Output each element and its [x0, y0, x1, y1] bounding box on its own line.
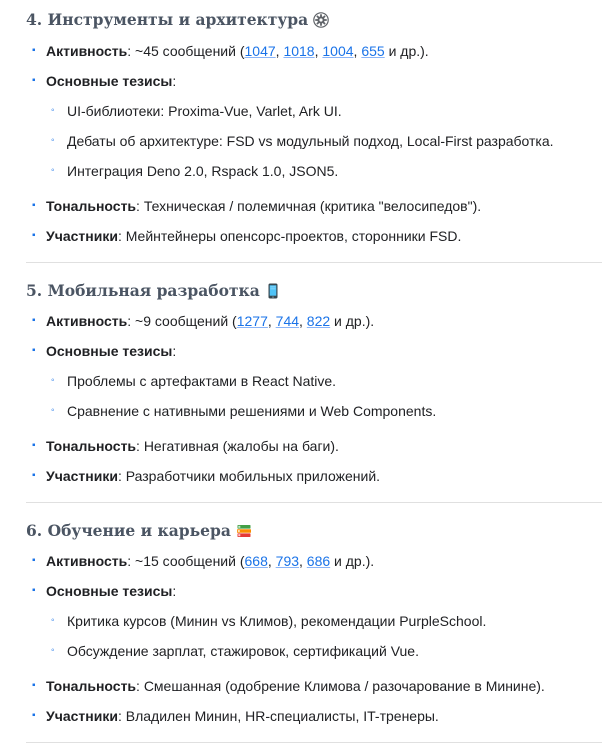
- bullet-icon: ▪: [32, 680, 36, 691]
- activity-line: [46, 551, 374, 571]
- link-separator: ,: [299, 313, 307, 329]
- activity-line: [46, 41, 429, 61]
- participants-line: [46, 466, 380, 486]
- sub-bullet-icon: ◦: [51, 165, 55, 176]
- activity-suffix: и др.).: [330, 553, 375, 569]
- participants-line: [46, 226, 461, 246]
- message-link[interactable]: 1047: [244, 43, 276, 59]
- theses-line: [46, 581, 176, 601]
- section-title-text: 4. Инструменты и архитектура: [26, 10, 309, 29]
- activity-prefix: : ~9 сообщений (: [127, 313, 237, 329]
- activity-prefix: : ~15 сообщений (: [127, 553, 245, 569]
- section-title-mobile-development: [26, 280, 281, 302]
- message-link[interactable]: 822: [306, 313, 331, 329]
- link-separator: ,: [353, 43, 362, 59]
- activity-label: Активность: [46, 43, 128, 59]
- participants-label: Участники: [46, 468, 118, 484]
- theses-label: Основные тезисы: [46, 583, 173, 599]
- activity-label: Активность: [46, 313, 128, 329]
- activity-prefix: : ~45 сообщений (: [127, 43, 245, 59]
- theses-line: [46, 71, 176, 91]
- tone-label: Тональность: [46, 438, 137, 454]
- sub-bullet-icon: ◦: [51, 405, 55, 416]
- sub-bullet-icon: ◦: [51, 375, 55, 386]
- section-title-text: 6. Обучение и карьера: [26, 521, 231, 540]
- section-title-learning-career: [26, 520, 252, 542]
- link-separator: ,: [267, 313, 276, 329]
- participants-label: Участники: [46, 708, 118, 724]
- thesis-item: Интеграция Deno 2.0, Rspack 1.0, JSON5.: [67, 163, 339, 179]
- tone-line: [46, 436, 339, 456]
- thesis-item: Проблемы с артефактами в React Native.: [67, 373, 337, 389]
- bullet-icon: ▪: [32, 315, 36, 326]
- sub-bullet-icon: ◦: [51, 105, 55, 116]
- section-divider: [26, 742, 602, 743]
- message-link[interactable]: 686: [306, 553, 331, 569]
- activity-suffix: и др.).: [330, 313, 375, 329]
- section-divider: [26, 502, 602, 503]
- participants-text: : Мейнтейнеры опенсорс-проектов, сторонники FSD.: [117, 228, 462, 244]
- bullet-icon: ▪: [32, 200, 36, 211]
- message-link[interactable]: 1018: [283, 43, 315, 59]
- thesis-item: Обсуждение зарплат, стажировок, сертификаций Vue.: [67, 643, 419, 659]
- sub-bullet-icon: ◦: [51, 615, 55, 626]
- thesis-item: UI-библиотеки: Proxima-Vue, Varlet, Ark UI.: [67, 103, 342, 119]
- bullet-icon: ▪: [32, 585, 36, 596]
- tone-line: [46, 676, 545, 696]
- activity-label: Активность: [46, 553, 128, 569]
- message-link[interactable]: 1004: [322, 43, 354, 59]
- theses-label: Основные тезисы: [46, 73, 173, 89]
- thesis-item: Дебаты об архитектуре: FSD vs модульный подход, Local-First разработка.: [67, 133, 554, 149]
- sub-bullet-icon: ◦: [51, 645, 55, 656]
- activity-line: [46, 311, 374, 331]
- tone-text: : Негативная (жалобы на баги).: [136, 438, 339, 454]
- participants-text: : Разработчики мобильных приложений.: [117, 468, 381, 484]
- thesis-item: Сравнение с нативными решениями и Web Components.: [67, 403, 437, 419]
- bullet-icon: ▪: [32, 230, 36, 241]
- bullet-icon: ▪: [32, 555, 36, 566]
- message-link[interactable]: 655: [361, 43, 385, 59]
- participants-line: [46, 706, 439, 726]
- theses-line: [46, 341, 176, 361]
- message-link[interactable]: 793: [275, 553, 300, 569]
- tone-line: [46, 196, 481, 216]
- bullet-icon: ▪: [32, 470, 36, 481]
- link-separator: ,: [314, 43, 323, 59]
- link-separator: ,: [267, 553, 276, 569]
- section-title-text: 5. Мобильная разработка: [26, 281, 260, 300]
- message-link[interactable]: 1277: [236, 313, 268, 329]
- link-separator: ,: [299, 553, 307, 569]
- theses-colon: :: [172, 343, 177, 359]
- message-link[interactable]: 744: [275, 313, 300, 329]
- section-divider: [26, 262, 602, 263]
- theses-label: Основные тезисы: [46, 343, 173, 359]
- gear-icon: [313, 12, 329, 28]
- tone-label: Тональность: [46, 198, 137, 214]
- sub-bullet-icon: ◦: [51, 135, 55, 146]
- bullet-icon: ▪: [32, 345, 36, 356]
- link-separator: ,: [275, 43, 284, 59]
- theses-colon: :: [172, 583, 177, 599]
- bullet-icon: ▪: [32, 75, 36, 86]
- thesis-item: Критика курсов (Минин vs Климов), рекомендации PurpleSchool.: [67, 613, 487, 629]
- mobile-phone-icon: [265, 283, 281, 299]
- tone-text: : Смешанная (одобрение Климова / разочарование в Минине).: [136, 678, 545, 694]
- tone-text: : Техническая / полемичная (критика "велосипедов").: [136, 198, 482, 214]
- tone-label: Тональность: [46, 678, 137, 694]
- bullet-icon: ▪: [32, 45, 36, 56]
- bullet-icon: ▪: [32, 710, 36, 721]
- books-icon: [236, 523, 252, 539]
- theses-colon: :: [172, 73, 177, 89]
- section-title-tools-architecture: [26, 9, 329, 31]
- message-link[interactable]: 668: [244, 553, 268, 569]
- bullet-icon: ▪: [32, 440, 36, 451]
- activity-suffix: и др.).: [384, 43, 429, 59]
- participants-label: Участники: [46, 228, 118, 244]
- participants-text: : Владилен Минин, HR-специалисты, IT-тренеры.: [117, 708, 439, 724]
